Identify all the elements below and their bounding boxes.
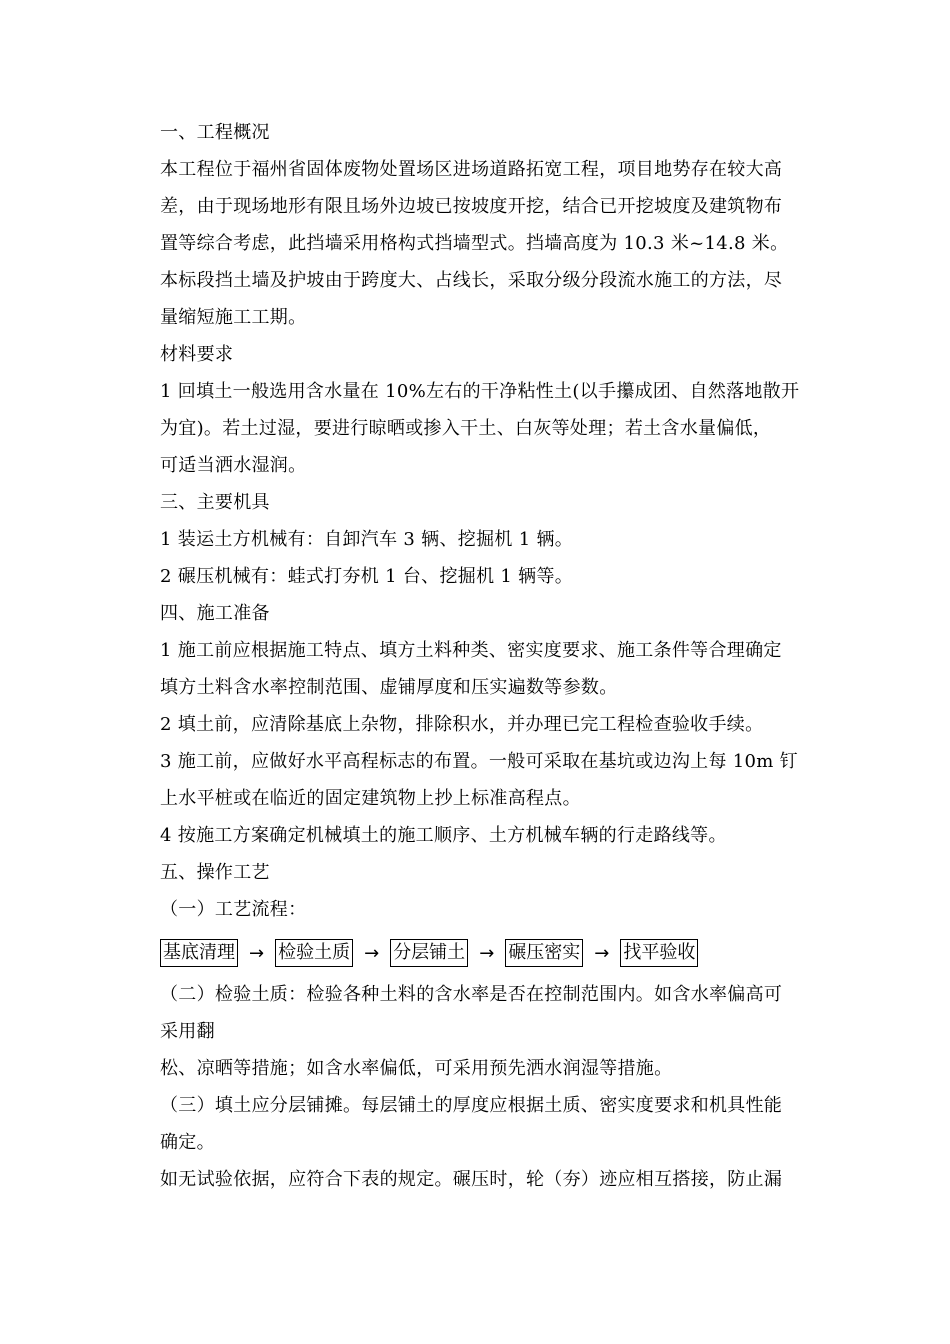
paragraph-line: 上水平桩或在临近的固定建筑物上抄上标准高程点。 xyxy=(160,788,581,809)
right-arrow-icon: → xyxy=(364,942,380,964)
paragraph-line: 采用翻 xyxy=(160,1021,215,1042)
paragraph-line: 本标段挡土墙及护坡由于跨度大、占线长，采取分级分段流水施工的方法，尽 xyxy=(160,270,783,291)
flow-step-box: 分层铺土 xyxy=(390,939,468,967)
paragraph-line: 量缩短施工工期。 xyxy=(160,307,307,328)
paragraph-line: 可适当洒水湿润。 xyxy=(160,455,307,476)
right-arrow-icon: → xyxy=(594,942,610,964)
paragraph-line: （二）检验土质：检验各种土料的含水率是否在控制范围内。如含水率偏高可 xyxy=(160,984,783,1005)
flow-step-box: 碾压密实 xyxy=(505,939,583,967)
paragraph-line: 如无试验依据，应符合下表的规定。碾压时，轮（夯）迹应相互搭接，防止漏 xyxy=(160,1169,783,1190)
paragraph-line: 松、凉晒等措施；如含水率偏低，可采用预先洒水润湿等措施。 xyxy=(160,1058,673,1079)
paragraph-line: 确定。 xyxy=(160,1132,215,1153)
right-arrow-icon: → xyxy=(479,942,495,964)
section-heading-preparation: 四、施工准备 xyxy=(160,603,270,624)
paragraph-line: 2 碾压机械有：蛙式打夯机 1 台、挖掘机 1 辆等。 xyxy=(160,566,574,587)
paragraph-line: 置等综合考虑，此挡墙采用格构式挡墙型式。挡墙高度为 10.3 米~14.8 米。 xyxy=(160,233,789,254)
document-page xyxy=(160,114,810,1198)
section-heading-materials: 材料要求 xyxy=(160,344,234,365)
paragraph-line: 1 回填土一般选用含水量在 10%左右的干净粘性土(以手攥成团、自然落地散开 xyxy=(160,381,800,402)
section-heading-operation: 五、操作工艺 xyxy=(160,862,270,883)
paragraph-line: 1 装运土方机械有：自卸汽车 3 辆、挖掘机 1 辆。 xyxy=(160,529,574,550)
paragraph-line: 差，由于现场地形有限且场外边坡已按坡度开挖，结合已开挖坡度及建筑物布 xyxy=(160,196,783,217)
paragraph-line: 为宜)。若土过湿，要进行晾晒或掺入干土、白灰等处理；若土含水量偏低， xyxy=(160,418,772,439)
paragraph-line: 4 按施工方案确定机械填土的施工顺序、土方机械车辆的行走路线等。 xyxy=(160,825,727,846)
flow-step-box: 检验土质 xyxy=(275,939,353,967)
right-arrow-icon: → xyxy=(249,942,265,964)
process-flow-diagram xyxy=(160,930,810,976)
paragraph-line: 2 填土前，应清除基底上杂物，排除积水，并办理已完工程检查验收手续。 xyxy=(160,714,764,735)
paragraph-line: 本工程位于福州省固体废物处置场区进场道路拓宽工程，项目地势存在较大高 xyxy=(160,159,783,180)
flow-step-box: 找平验收 xyxy=(620,939,698,967)
section-heading-project-overview: 一、工程概况 xyxy=(160,122,270,143)
subheading-process-flow: （一）工艺流程： xyxy=(160,899,307,920)
paragraph-line: （三）填土应分层铺摊。每层铺土的厚度应根据土质、密实度要求和机具性能 xyxy=(160,1095,783,1116)
flow-step-box: 基底清理 xyxy=(160,939,238,967)
paragraph-line: 填方土料含水率控制范围、虚铺厚度和压实遍数等参数。 xyxy=(160,677,618,698)
section-heading-machinery: 三、主要机具 xyxy=(160,492,270,513)
paragraph-line: 3 施工前，应做好水平高程标志的布置。一般可采取在基坑或边沟上每 10m 钉 xyxy=(160,751,798,772)
paragraph-line: 1 施工前应根据施工特点、填方土料种类、密实度要求、施工条件等合理确定 xyxy=(160,640,782,661)
